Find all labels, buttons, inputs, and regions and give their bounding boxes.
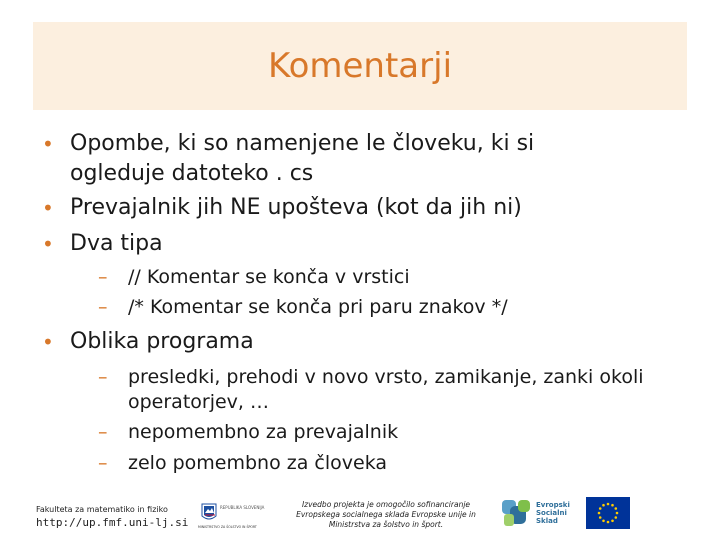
esf-line: Evropski [536, 501, 570, 509]
eu-star-icon [607, 521, 610, 524]
bullet-marker: • [42, 232, 54, 256]
esf-logo [500, 496, 572, 532]
funding-notice [286, 500, 486, 530]
bullet-item [42, 193, 662, 223]
subbullet-text-line: operatorjev, … [128, 391, 270, 413]
dash-marker: – [98, 421, 108, 443]
eu-star-icon [602, 519, 605, 522]
eu-star-icon [598, 512, 601, 515]
subbullet-item [98, 451, 688, 476]
dash-marker: – [98, 366, 108, 388]
subbullet-item [98, 365, 688, 415]
bullet-text-line: Prevajalnik jih NE upošteva (kot da jih ni) [70, 195, 522, 220]
bullet-marker: • [42, 330, 54, 354]
subbullet-text-line: presledki, prehodi v novo vrsto, zamikanje, zanki okoli [128, 366, 644, 388]
subbullet-item [98, 265, 688, 290]
bullet-item [42, 129, 662, 189]
dash-marker: – [98, 452, 108, 474]
bullet-item [42, 229, 662, 259]
faculty-url[interactable]: http://up.fmf.uni-lj.si [36, 516, 189, 529]
bullet-marker: • [42, 196, 54, 220]
bullet-marker: • [42, 132, 54, 156]
eu-star-icon [602, 504, 605, 507]
bullet-text-line: Opombe, ki so namenjene le človeku, ki si [70, 131, 535, 156]
faculty-name: Fakulteta za matematiko in fiziko [36, 505, 168, 514]
eu-star-icon [614, 516, 617, 519]
subbullet-text: nepomembno za prevajalnik [128, 421, 399, 443]
subbullet-text: // Komentar se konča v vrstici [128, 266, 410, 288]
eu-star-icon [607, 503, 610, 506]
slovenia-coat-of-arms-icon [202, 504, 216, 519]
dash-marker: – [98, 266, 108, 288]
eu-star-icon [599, 516, 602, 519]
eu-star-icon [599, 507, 602, 510]
eu-star-icon [616, 512, 619, 515]
subbullet-text: zelo pomembno za človeka [128, 452, 388, 474]
title-band [33, 22, 687, 110]
funding-line: Evropskega socialnega sklada Evropske unije in [296, 510, 476, 519]
slo-logo-caption-bottom: MINISTRSTVO ZA ŠOLSTVO IN ŠPORT [198, 525, 257, 529]
eu-star-icon [611, 504, 614, 507]
slo-logo-caption-top: REPUBLIKA SLOVENIJA [220, 505, 265, 510]
funding-line: Ministrstva za šolstvo in šport. [328, 520, 444, 529]
esf-line: Sklad [536, 517, 558, 525]
dash-marker: – [98, 296, 108, 318]
esf-symbol-icon [502, 500, 530, 526]
slovenia-ministry-logo [196, 498, 272, 532]
slide-title: Komentarji [267, 46, 453, 86]
bullet-item [42, 327, 662, 357]
subbullet-text: /* Komentar se konča pri paru znakov */ [128, 296, 508, 318]
eu-star-icon [614, 507, 617, 510]
bullet-text-line: Oblika programa [70, 329, 254, 354]
bullet-text-line: ogleduje datoteko . cs [70, 161, 314, 186]
esf-line: Socialni [536, 509, 567, 517]
eu-star-icon [611, 519, 614, 522]
subbullet-item [98, 420, 688, 445]
subbullet-item [98, 295, 688, 320]
funding-line: Izvedbo projekta je omogočilo sofinanciranje [301, 500, 471, 509]
eu-flag-icon [586, 497, 630, 529]
bullet-text-line: Dva tipa [70, 231, 163, 256]
